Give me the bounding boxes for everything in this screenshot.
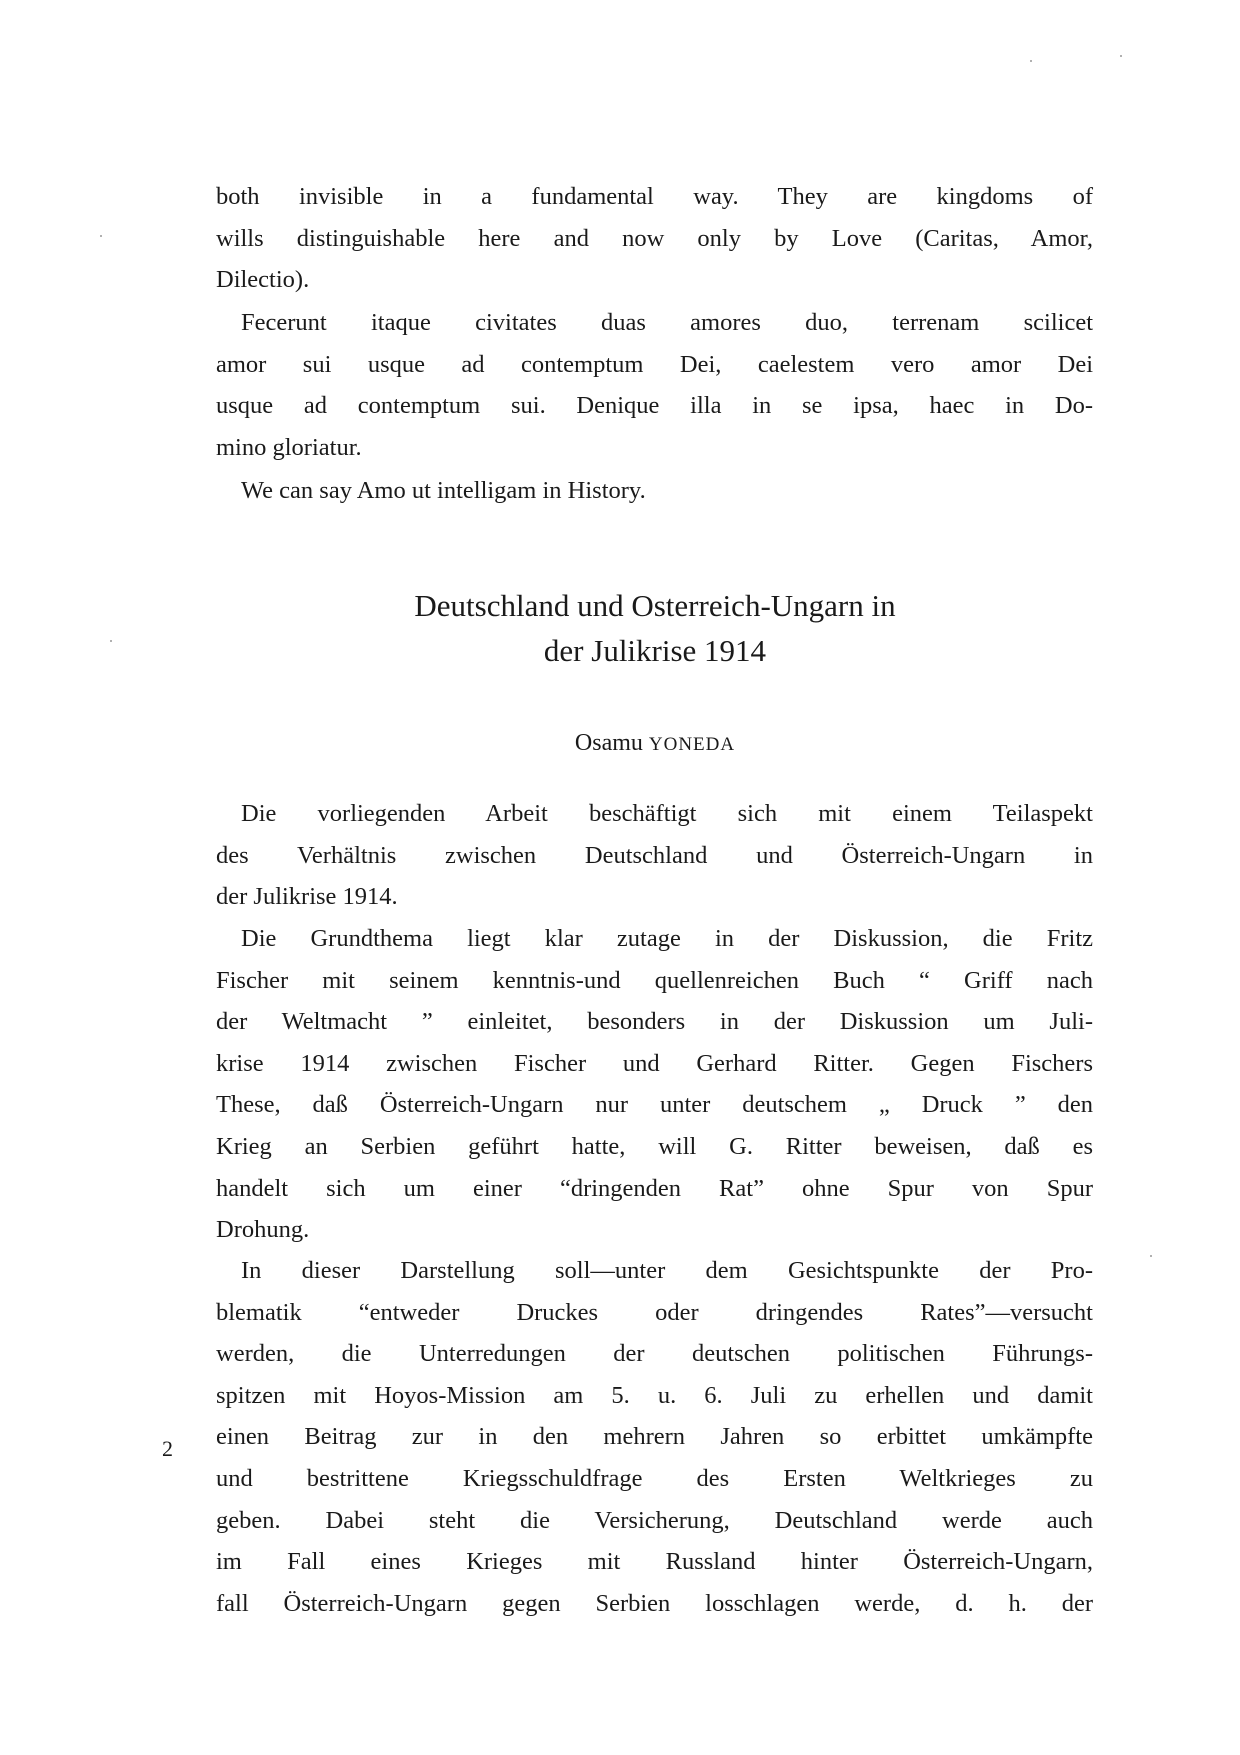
paragraph-3 bbox=[216, 1250, 1093, 1624]
text-line: both invisible in a fundamental way. They are kingdoms of bbox=[216, 183, 1093, 210]
scan-speck bbox=[1120, 55, 1122, 57]
scan-speck bbox=[1150, 1255, 1152, 1257]
paragraph-2 bbox=[216, 918, 1093, 1251]
text-line: mino gloriatur. bbox=[216, 433, 362, 461]
text-line: der Julikrise 1914. bbox=[216, 883, 398, 911]
text-line: krise 1914 zwischen Fischer und Gerhard Ritter. Gegen Fischers bbox=[216, 1049, 1093, 1077]
text-line: These, daß Österreich-Ungarn nur unter deutschem „ Druck ” den bbox=[216, 1091, 1093, 1119]
text-line: spitzen mit Hoyos-Mission am 5. u. 6. Juli zu erhellen und damit bbox=[216, 1381, 1093, 1409]
text-line: handelt sich um einer “dringenden Rat” ohne Spur von Spur bbox=[216, 1174, 1093, 1202]
page-number: 2 bbox=[162, 1436, 173, 1461]
text-line: Dilectio). bbox=[216, 266, 310, 294]
latin-quote-paragraph bbox=[216, 302, 1093, 468]
author-first-name: Osamu bbox=[574, 730, 643, 756]
text-line: Fischer mit seinem kenntnis-und quellenreichen Buch “ Griff nach bbox=[216, 966, 1093, 994]
text-line: We can say Amo ut intelligam in History. bbox=[241, 477, 646, 504]
text-line: Drohung. bbox=[216, 1216, 310, 1244]
article-title-line-1: Deutschland und Osterreich-Ungarn in bbox=[414, 588, 896, 623]
scan-speck bbox=[110, 640, 112, 642]
text-line: und bestrittene Kriegsschuldfrage des Ersten Weltkrieges zu bbox=[216, 1464, 1093, 1492]
author-name bbox=[0, 730, 1240, 757]
text-line: fall Österreich-Ungarn gegen Serbien losschlagen werde, d. h. der bbox=[216, 1589, 1093, 1617]
text-line: der Weltmacht ” einleitet, besonders in der Diskussion um Juli- bbox=[216, 1008, 1093, 1036]
text-line: usque ad contemptum sui. Denique illa in se ipsa, haec in Do- bbox=[216, 392, 1093, 420]
text-line: Die Grundthema liegt klar zutage in der Diskussion, die Fritz bbox=[241, 925, 1093, 952]
author-last-name: YONEDA bbox=[648, 734, 736, 755]
scan-speck bbox=[1030, 60, 1032, 62]
text-line: werden, die Unterredungen der deutschen politischen Führungs- bbox=[216, 1340, 1093, 1368]
text-line: geben. Dabei steht die Versicherung, Deutschland werde auch bbox=[216, 1506, 1093, 1534]
text-line: Fecerunt itaque civitates duas amores duo, terrenam scilicet bbox=[241, 309, 1093, 336]
text-line: Die vorliegenden Arbeit beschäftigt sich mit einem Teilaspekt bbox=[241, 800, 1093, 827]
text-line: des Verhältnis zwischen Deutschland und Österreich-Ungarn in bbox=[216, 841, 1093, 869]
scan-speck bbox=[100, 235, 102, 237]
text-line: im Fall eines Krieges mit Russland hinter Österreich-Ungarn, bbox=[216, 1548, 1093, 1576]
text-line: amor sui usque ad contemptum Dei, caelestem vero amor Dei bbox=[216, 350, 1093, 378]
text-line: einen Beitrag zur in den mehrern Jahren so erbittet umkämpfte bbox=[216, 1423, 1093, 1451]
paragraph-1 bbox=[216, 793, 1093, 918]
text-line: Krieg an Serbien geführt hatte, will G. Ritter beweisen, daß es bbox=[216, 1132, 1093, 1160]
text-line: wills distinguishable here and now only by Love (Caritas, Amor, bbox=[216, 224, 1093, 252]
text-line: In dieser Darstellung soll—unter dem Gesichtspunkte der Pro- bbox=[241, 1257, 1093, 1284]
article-title-line-2: der Julikrise 1914 bbox=[543, 633, 767, 668]
paragraph-continuation bbox=[216, 176, 1093, 301]
text-line: blematik “entweder Druckes oder dringendes Rates”—versucht bbox=[216, 1298, 1093, 1326]
closing-paragraph bbox=[216, 470, 1093, 512]
